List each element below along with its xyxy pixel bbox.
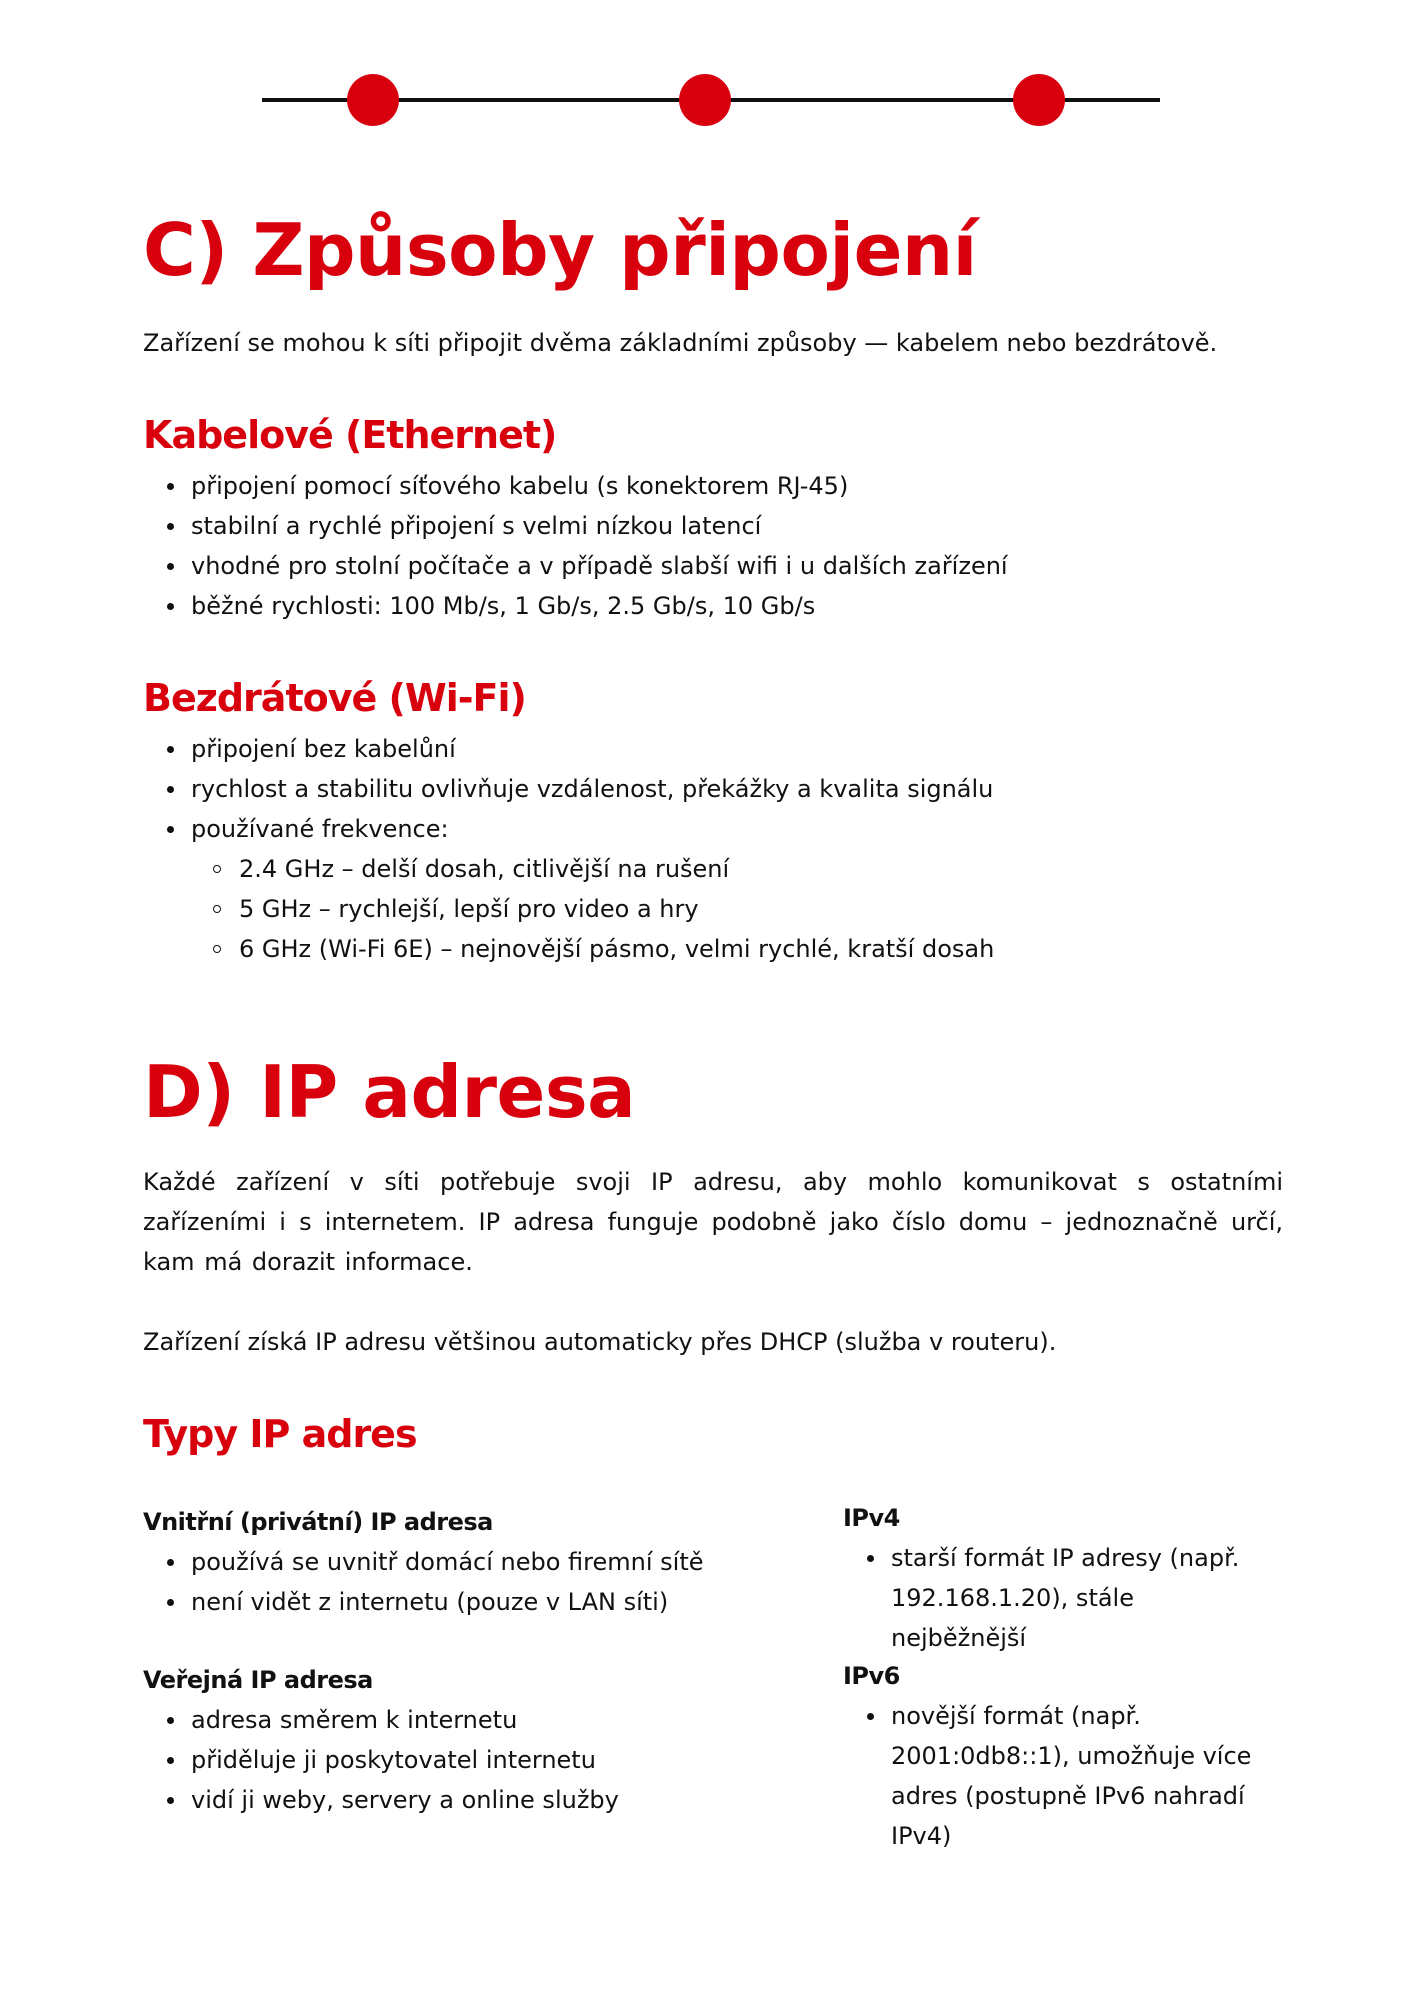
public-ip-heading: Veřejná IP adresa — [143, 1666, 373, 1694]
header-dot-1 — [347, 74, 399, 126]
ipv4-list — [843, 1538, 1273, 1658]
ethernet-list — [143, 466, 1008, 626]
section-c-title: C) Způsoby připojení — [143, 208, 977, 292]
list-item: vhodné pro stolní počítače a v případě slabší wifi i u dalších zařízení — [143, 546, 1008, 586]
list-item: vidí ji weby, servery a online služby — [143, 1780, 619, 1820]
header-dot-2 — [679, 74, 731, 126]
public-ip-list — [143, 1700, 619, 1820]
private-ip-heading: Vnitřní (privátní) IP adresa — [143, 1508, 493, 1536]
wifi-list — [143, 729, 994, 969]
section-c-intro: Zařízení se mohou k síti připojit dvěma základními způsoby — kabelem nebo bezdrátově. — [143, 329, 1218, 357]
list-item: není vidět z internetu (pouze v LAN síti) — [143, 1582, 704, 1622]
list-item: stabilní a rychlé připojení s velmi nízkou latencí — [143, 506, 1008, 546]
header-dot-3 — [1013, 74, 1065, 126]
list-item: adresa směrem k internetu — [143, 1700, 619, 1740]
ipv4-heading: IPv4 — [843, 1504, 900, 1532]
ethernet-heading: Kabelové (Ethernet) — [143, 413, 557, 457]
list-item: rychlost a stabilitu ovlivňuje vzdálenost, překážky a kvalita signálu — [143, 769, 994, 809]
ipv6-list — [843, 1696, 1273, 1856]
list-item: používá se uvnitř domácí nebo firemní sítě — [143, 1542, 704, 1582]
ip-types-heading: Typy IP adres — [143, 1412, 417, 1456]
list-item: starší formát IP adresy (např. 192.168.1.20), stále nejběžnější — [843, 1538, 1273, 1658]
frequency-item: 2.4 GHz – delší dosah, citlivější na rušení — [143, 849, 994, 889]
frequency-item: 6 GHz (Wi-Fi 6E) – nejnovější pásmo, velmi rychlé, kratší dosah — [143, 929, 994, 969]
section-d-title: D) IP adresa — [143, 1050, 636, 1134]
wifi-heading: Bezdrátové (Wi-Fi) — [143, 676, 526, 720]
list-item: přiděluje ji poskytovatel internetu — [143, 1740, 619, 1780]
list-item: novější formát (např. 2001:0db8::1), umožňuje více adres (postupně IPv6 nahradí IPv4) — [843, 1696, 1273, 1856]
frequency-item: 5 GHz – rychlejší, lepší pro video a hry — [143, 889, 994, 929]
section-d-paragraph-1: Každé zařízení v síti potřebuje svoji IP adresu, aby mohlo komunikovat s ostatními zařízeními i s internetem. IP adresa funguje podobně jako číslo domu – jednoznačně určí, kam má dorazit informace. — [143, 1168, 1283, 1276]
list-item: připojení pomocí síťového kabelu (s konektorem RJ-45) — [143, 466, 1008, 506]
list-item: běžné rychlosti: 100 Mb/s, 1 Gb/s, 2.5 Gb/s, 10 Gb/s — [143, 586, 1008, 626]
list-item: používané frekvence: — [143, 809, 994, 849]
ipv6-heading: IPv6 — [843, 1662, 900, 1690]
header-decoration — [262, 70, 1160, 130]
list-item: připojení bez kabelůní — [143, 729, 994, 769]
section-d-paragraph-2: Zařízení získá IP adresu většinou automaticky přes DHCP (služba v routeru). — [143, 1328, 1057, 1356]
private-ip-list — [143, 1542, 704, 1622]
